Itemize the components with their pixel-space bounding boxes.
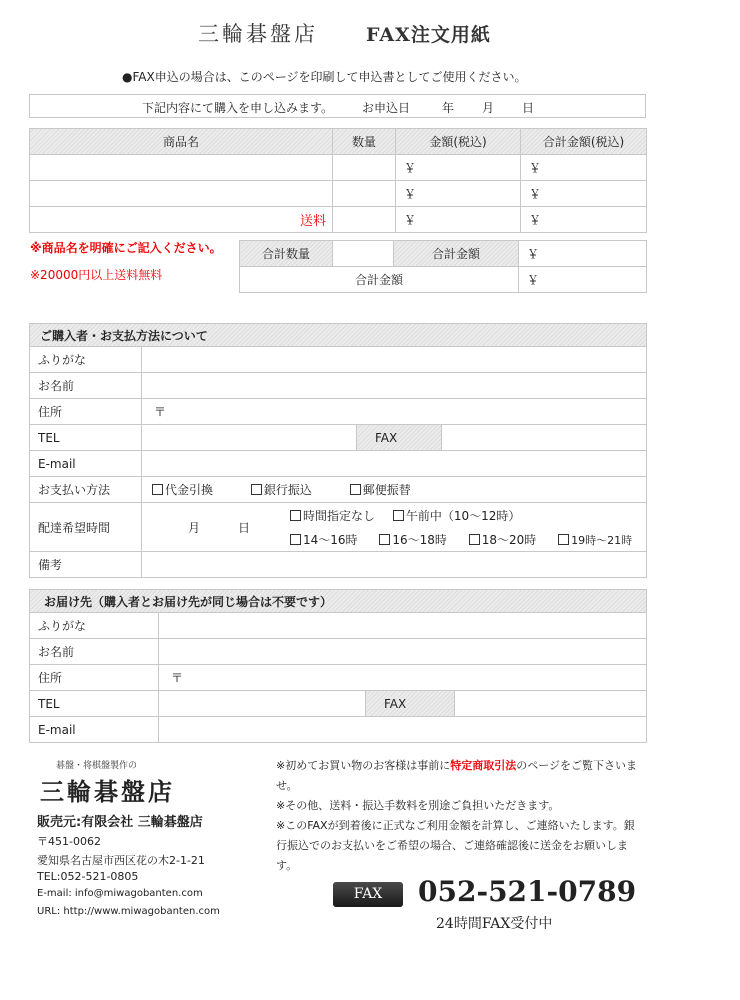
buyer-name-field[interactable] xyxy=(142,373,647,399)
total-amount-field[interactable] xyxy=(519,241,647,267)
notice-2: ※その他、送料・振込手数料を別途ご負担いただきます。 xyxy=(276,799,560,812)
buyer-tel-field[interactable] xyxy=(142,425,357,451)
apply-year: 年 xyxy=(442,101,455,115)
notice-1-pre: ※初めてお買い物のお客様は事前に xyxy=(276,759,451,772)
time-option-16-18[interactable] xyxy=(379,531,447,548)
total-amount-label: 合計金額 xyxy=(394,241,519,267)
recipient-email-label: E-mail xyxy=(30,717,159,743)
fax-hours: 24時間FAX受付中 xyxy=(436,916,553,932)
delivery-time-label: 配達希望時間 xyxy=(30,503,142,552)
total-cell[interactable] xyxy=(521,207,647,233)
order-table xyxy=(29,128,647,233)
price-cell[interactable] xyxy=(396,207,521,233)
apply-line-box xyxy=(29,94,646,118)
recipient-tel-label: TEL xyxy=(30,691,159,717)
price-cell[interactable] xyxy=(396,155,521,181)
instruction-text: ●FAX申込の場合は、このページを印刷して申込書としてご使用ください。 xyxy=(122,70,527,84)
total-cell[interactable] xyxy=(521,155,647,181)
checkbox[interactable] xyxy=(558,534,569,545)
time-option-14-16[interactable] xyxy=(290,531,358,548)
option-label: 時間指定なし xyxy=(303,509,376,523)
recipient-tel-field[interactable] xyxy=(159,691,366,717)
notice-1 xyxy=(276,756,642,796)
order-header-row xyxy=(30,129,647,155)
buyer-furigana-field[interactable] xyxy=(142,347,647,373)
grand-total-field[interactable] xyxy=(519,267,647,293)
note-free-shipping: ※20000円以上送料無料 xyxy=(30,268,163,282)
checkbox[interactable] xyxy=(393,510,404,521)
checkbox[interactable] xyxy=(469,534,480,545)
option-label: 19時〜21時 xyxy=(571,534,633,547)
checkbox[interactable] xyxy=(379,534,390,545)
logo-subtitle: 碁盤・将棋盤製作の xyxy=(56,761,138,771)
option-label: 午前中（10〜12時） xyxy=(405,509,521,523)
postal-mark: 〒 xyxy=(154,405,167,419)
recipient-fax-label: FAX xyxy=(366,691,455,717)
checkbox[interactable] xyxy=(251,484,262,495)
quantity-cell[interactable] xyxy=(333,155,396,181)
recipient-email-field[interactable] xyxy=(159,717,647,743)
col-total: 合計金額(税込) xyxy=(521,129,647,155)
totals-table xyxy=(239,240,647,293)
yen-mark: ￥ xyxy=(529,213,542,227)
option-label: 16〜18時 xyxy=(392,533,447,547)
option-label: 14〜16時 xyxy=(303,533,358,547)
buyer-section-title: ご購入者・お支払方法について xyxy=(30,324,647,347)
recipient-furigana-field[interactable] xyxy=(159,613,647,639)
delivery-time-options xyxy=(142,503,647,552)
yen-mark: ￥ xyxy=(404,213,417,227)
buyer-fax-label: FAX xyxy=(357,425,442,451)
yen-mark: ￥ xyxy=(527,273,540,287)
seller-url[interactable]: URL: http://www.miwagobanten.com xyxy=(37,906,220,917)
buyer-email-field[interactable] xyxy=(142,451,647,477)
seller-tel: TEL:052-521-0805 xyxy=(37,870,139,883)
shipping-row xyxy=(30,207,647,233)
total-qty-field[interactable] xyxy=(333,241,394,267)
buyer-address-label: 住所 xyxy=(30,399,142,425)
yen-mark: ￥ xyxy=(527,247,540,261)
product-name-cell[interactable] xyxy=(30,155,333,181)
notice-3: ※このFAXが到着後に正式なご利用金額を計算し、ご連絡いたします。銀行振込でのお支払いをご希望の場合、ご連絡確認後に送金をお願いします。 xyxy=(276,819,635,872)
time-option-19-21[interactable] xyxy=(558,532,632,548)
yen-mark: ￥ xyxy=(529,187,542,201)
buyer-address-field[interactable] xyxy=(142,399,647,425)
checkbox[interactable] xyxy=(290,534,301,545)
payment-option-cod[interactable] xyxy=(152,481,213,498)
option-label: 代金引換 xyxy=(165,483,214,497)
buyer-furigana-label: ふりがな xyxy=(30,347,142,373)
fax-badge: FAX xyxy=(333,882,403,907)
total-cell[interactable] xyxy=(521,181,647,207)
recipient-name-field[interactable] xyxy=(159,639,647,665)
col-price: 金額(税込) xyxy=(396,129,521,155)
col-quantity: 数量 xyxy=(333,129,396,155)
payment-option-postal[interactable] xyxy=(350,481,411,498)
recipient-address-label: 住所 xyxy=(30,665,159,691)
remarks-field[interactable] xyxy=(142,552,647,578)
yen-mark: ￥ xyxy=(404,187,417,201)
payment-option-bank[interactable] xyxy=(251,481,312,498)
apply-day: 日 xyxy=(522,101,535,115)
recipient-name-label: お名前 xyxy=(30,639,159,665)
commerce-law-link[interactable]: 特定商取引法 xyxy=(450,759,517,772)
col-product-name: 商品名 xyxy=(30,129,333,155)
notice-1-post: のページをご覧下さいませ。 xyxy=(276,759,637,792)
seller-email: E-mail: info@miwagobanten.com xyxy=(37,888,203,899)
buyer-email-label: E-mail xyxy=(30,451,142,477)
recipient-furigana-label: ふりがな xyxy=(30,613,159,639)
seller-address: 愛知県名古屋市西区花の木2-1-21 xyxy=(37,854,205,867)
checkbox[interactable] xyxy=(290,510,301,521)
time-option-18-20[interactable] xyxy=(469,531,537,548)
price-cell[interactable] xyxy=(396,181,521,207)
fax-number: 052-521-0789 xyxy=(418,875,637,908)
yen-mark: ￥ xyxy=(404,161,417,175)
recipient-fax-field[interactable] xyxy=(455,691,647,717)
remarks-label: 備考 xyxy=(30,552,142,578)
product-name-cell[interactable] xyxy=(30,181,333,207)
checkbox[interactable] xyxy=(152,484,163,495)
buyer-name-label: お名前 xyxy=(30,373,142,399)
option-label: 銀行振込 xyxy=(263,483,312,497)
option-label: 郵便振替 xyxy=(362,483,411,497)
payment-method-label: お支払い方法 xyxy=(30,477,142,503)
delivery-day: 日 xyxy=(238,521,251,535)
order-row xyxy=(30,155,647,181)
buyer-tel-label: TEL xyxy=(30,425,142,451)
apply-line-text: 下記内容にて購入を申し込みます。 xyxy=(142,101,334,115)
logo-name: 三輪碁盤店 xyxy=(40,777,175,806)
apply-date-label: お申込日 xyxy=(362,101,411,115)
time-option-none[interactable] xyxy=(290,507,375,524)
checkbox[interactable] xyxy=(350,484,361,495)
option-label: 18〜20時 xyxy=(481,533,537,547)
postal-mark: 〒 xyxy=(171,671,184,685)
shipping-label: 送料 xyxy=(30,207,333,233)
apply-month: 月 xyxy=(482,101,495,115)
shop-name: 三輪碁盤店 xyxy=(198,22,318,46)
order-row xyxy=(30,181,647,207)
total-qty-label: 合計数量 xyxy=(240,241,333,267)
buyer-table xyxy=(29,323,647,578)
grand-total-label: 合計金額 xyxy=(240,267,519,293)
seller-name: 販売元:有限会社 三輪碁盤店 xyxy=(37,815,203,830)
buyer-fax-field[interactable] xyxy=(442,425,647,451)
delivery-month: 月 xyxy=(188,521,201,535)
recipient-table xyxy=(29,589,647,743)
recipient-address-field[interactable] xyxy=(159,665,647,691)
yen-mark: ￥ xyxy=(529,161,542,175)
recipient-section-title: お届け先（購入者とお届け先が同じ場合は不要です） xyxy=(30,590,647,613)
note-product-name: ※商品名を明確にご記入ください。 xyxy=(30,241,222,255)
seller-postal: 〒451-0062 xyxy=(37,835,101,848)
payment-options xyxy=(142,477,647,503)
quantity-cell[interactable] xyxy=(333,181,396,207)
time-option-morning[interactable] xyxy=(393,507,521,524)
quantity-cell[interactable] xyxy=(333,207,396,233)
form-title: FAX注文用紙 xyxy=(366,24,491,46)
